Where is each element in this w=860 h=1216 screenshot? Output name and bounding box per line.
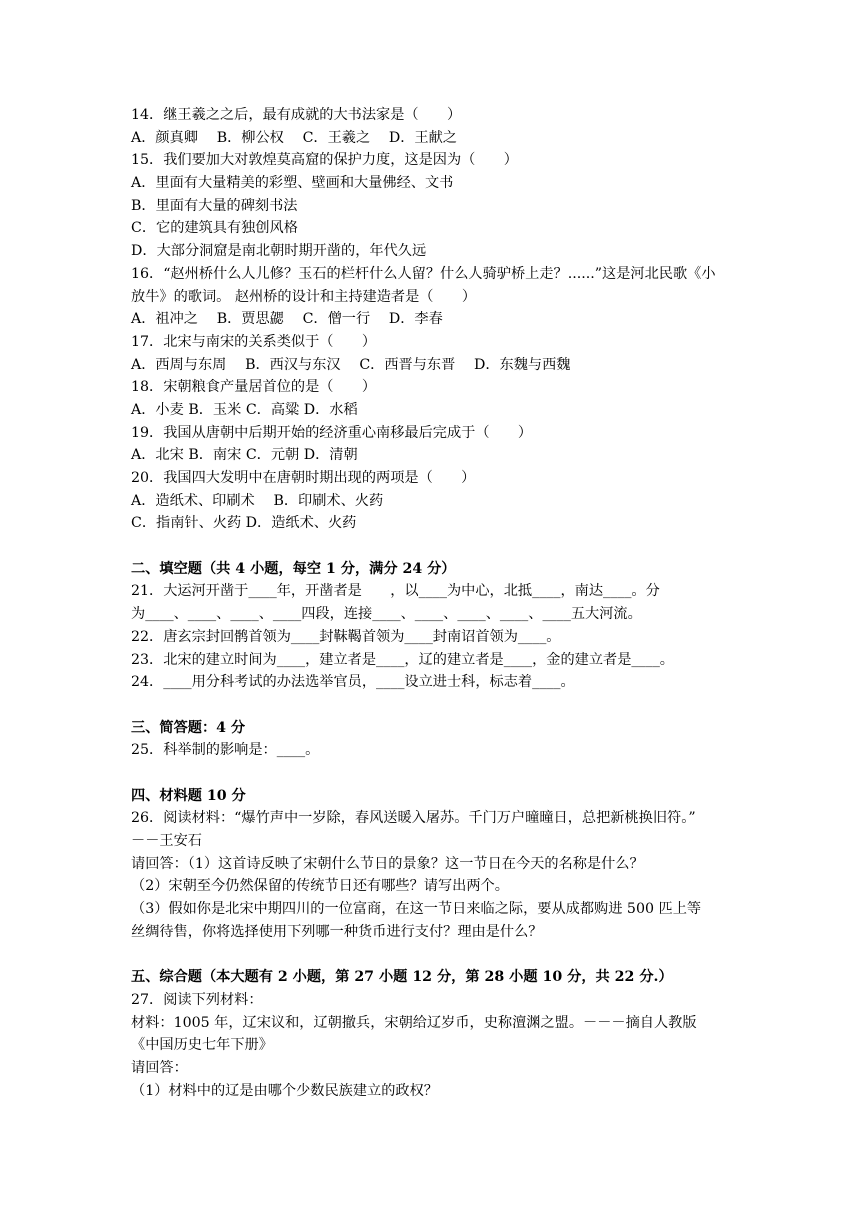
text-line: 23．北宋的建立时间为____，建立者是____，辽的建立者是____，金的建立者是____。	[131, 651, 674, 668]
text-line: 21．大运河开凿于____年，开凿者是 ，以____为中心，北抵____，南达____。分	[131, 583, 660, 600]
text-line: A．西周与东周 B．西汉与东汉 C．西晋与东晋 D．东魏与西魏	[131, 356, 571, 373]
text-line: 15．我们要加大对敦煌莫高窟的保护力度，这是因为（ ）	[131, 152, 518, 169]
text-line: 18．宋朝粮食产量居首位的是（ ）	[131, 379, 377, 396]
blank-line	[131, 943, 741, 966]
text-line: 19．我国从唐朝中后期开始的经济重心南移最后完成于（ ）	[131, 424, 533, 441]
text-line: （1）材料中的辽是由哪个少数民族建立的政权？	[131, 1082, 438, 1099]
text-line: 26．阅读材料：“爆竹声中一岁除，春风送暖入屠苏。千门万户曈曈日，总把新桃换旧符。”	[131, 810, 696, 827]
text-line: D．大部分洞窟是南北朝时期开凿的，年代久远	[131, 243, 427, 260]
text-line: 16．“赵州桥什么人儿修？玉石的栏杆什么人留？什么人骑驴桥上走？......”这是河北民歌《小	[131, 265, 716, 282]
text-line: 25．科举制的影响是：____。	[131, 742, 320, 759]
section-heading: 二、填空题（共 4 小题，每空 1 分，满分 24 分）	[131, 560, 456, 577]
blank-line	[131, 762, 741, 785]
text-line: A．颜真卿 B．柳公权 C．王羲之 D．王献之	[131, 129, 457, 146]
section-heading: 四、材料题 10 分	[131, 787, 246, 804]
text-line: C．指南针、火药 D．造纸术、火药	[131, 515, 357, 532]
text-line: 丝绸待售，你将选择使用下列哪一种货币进行支付？理由是什么？	[131, 923, 543, 940]
text-line: 材料：1005 年，辽宋议和，辽朝撤兵，宋朝给辽岁币，史称澶渊之盟。－－－摘自人教版	[131, 1014, 697, 1031]
text-line: 为____、____、____、____四段，连接____、____、____、____、____五大河流。	[131, 606, 642, 623]
text-line: 20．我国四大发明中在唐朝时期出现的两项是（ ）	[131, 470, 476, 486]
text-line: （2）宋朝至今仍然保留的传统节日还有哪些？请写出两个。	[131, 878, 509, 895]
document-body	[131, 104, 741, 1102]
text-line: 27．阅读下列材料：	[131, 991, 263, 1008]
text-line: 17．北宋与南宋的关系类似于（ ）	[131, 333, 377, 350]
text-line: －－王安石	[131, 833, 202, 849]
blank-line	[131, 694, 741, 717]
text-line: C．它的建筑具有独创风格	[131, 220, 298, 237]
text-line: B．里面有大量的碑刻书法	[131, 197, 298, 214]
text-line: A．造纸术、印刷术 B．印刷术、火药	[131, 492, 384, 509]
text-line: 《中国历史七年下册》	[131, 1037, 273, 1054]
text-line: A．北宋 B．南宋 C．元朝 D．清朝	[131, 447, 358, 464]
text-line: 22．唐玄宗封回鹘首领为____封靺鞨首领为____封南诏首领为____。	[131, 628, 561, 645]
section-heading: 三、简答题：4 分	[131, 719, 246, 736]
text-line: A．里面有大量精美的彩塑、壁画和大量佛经、文书	[131, 175, 454, 192]
text-line: 放牛》的歌词。 赵州桥的设计和主持建造者是（ ）	[131, 288, 477, 305]
text-line: A．小麦 B．玉米 C．高粱 D．水稻	[131, 401, 358, 418]
blank-line	[131, 535, 741, 558]
section-heading: 五、综合题（本大题有 2 小题，第 27 小题 12 分，第 28 小题 10 分，共 22 分.）	[131, 969, 673, 986]
text-line: 14．继王羲之之后，最有成就的大书法家是（ ）	[131, 107, 462, 123]
text-line: 请回答：	[131, 1059, 188, 1076]
text-line: 请回答：（1）这首诗反映了宋朝什么节日的景象？这一节日在今天的名称是什么？	[131, 855, 644, 872]
text-line: A．祖冲之 B．贾思勰 C．僧一行 D．李春	[131, 311, 443, 328]
text-line: 24．____用分科考试的办法选举官员，____设立进士科，标志着____。	[131, 674, 575, 691]
text-line: （3）假如你是北宋中期四川的一位富商，在这一节日来临之际，要从成都购进 500 匹上等	[131, 901, 702, 918]
